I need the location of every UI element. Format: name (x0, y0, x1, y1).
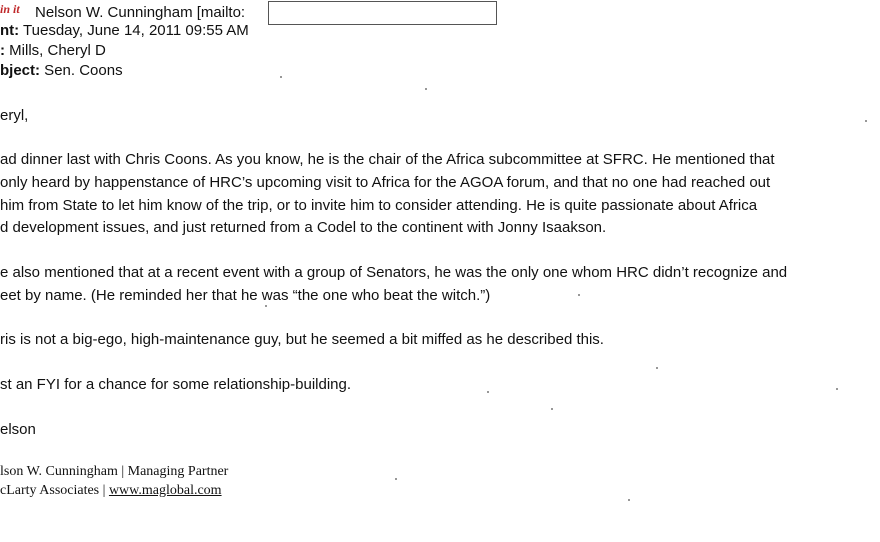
to-label: : (0, 42, 5, 59)
website-link[interactable]: www.maglobal.com (108, 483, 222, 498)
subject-label: bject: (0, 62, 41, 79)
from-line: Nelson W. Cunningham [mailto: (35, 4, 246, 21)
paragraph-4: st an FYI for a chance for some relationship-building. (0, 376, 352, 393)
paragraph-2-line-2: eet by name. (He reminded her that he was “the one who beat the witch.”) (0, 287, 491, 304)
sent-label: nt: (0, 22, 20, 39)
paragraph-1-line-4: d development issues, and just returned from a Codel to the continent with Jonny Isaakson. (0, 219, 607, 236)
scan-speck (551, 408, 553, 410)
scan-speck (395, 478, 397, 480)
paragraph-3: ris is not a big-ego, high-maintenance guy, but he seemed a bit miffed as he described this. (0, 331, 604, 348)
greeting: eryl, (0, 107, 29, 124)
signature-name-title: lson W. Cunningham | Managing Partner (0, 464, 229, 479)
scan-speck (280, 76, 282, 78)
signature-company-name: cLarty Associates | (0, 483, 109, 498)
scan-speck (487, 391, 489, 393)
paragraph-2-line-1: e also mentioned that at a recent event with a group of Senators, he was the only one whom HRC didn’t recognize and (0, 264, 788, 281)
subject-value: Sen. Coons (40, 62, 123, 79)
scan-speck (656, 367, 658, 369)
redacted-email-box (268, 1, 497, 25)
scan-speck (865, 120, 867, 122)
paragraph-1-line-3: him from State to let him know of the trip, or to invite him to consider attending. He is quite passionate about Africa (0, 197, 758, 214)
sent-line (0, 22, 249, 40)
subject-line (0, 62, 123, 80)
scan-speck (265, 305, 267, 307)
scan-speck (836, 388, 838, 390)
paragraph-1-line-2: only heard by happenstance of HRC’s upcoming visit to Africa for the AGOA forum, and that no one had reached out (0, 174, 771, 191)
scan-speck (628, 499, 630, 501)
sent-value: Tuesday, June 14, 2011 09:55 AM (19, 22, 249, 39)
to-value: Mills, Cheryl D (5, 42, 106, 59)
to-line (0, 42, 106, 60)
scan-speck (578, 294, 580, 296)
closing-name: elson (0, 421, 36, 438)
paragraph-1-line-1: ad dinner last with Chris Coons. As you know, he is the chair of the Africa subcommittee at SFRC. He mentioned that (0, 151, 775, 168)
scan-speck (425, 88, 427, 90)
signature-company (0, 482, 222, 500)
stamp-mark: in it (0, 2, 20, 16)
